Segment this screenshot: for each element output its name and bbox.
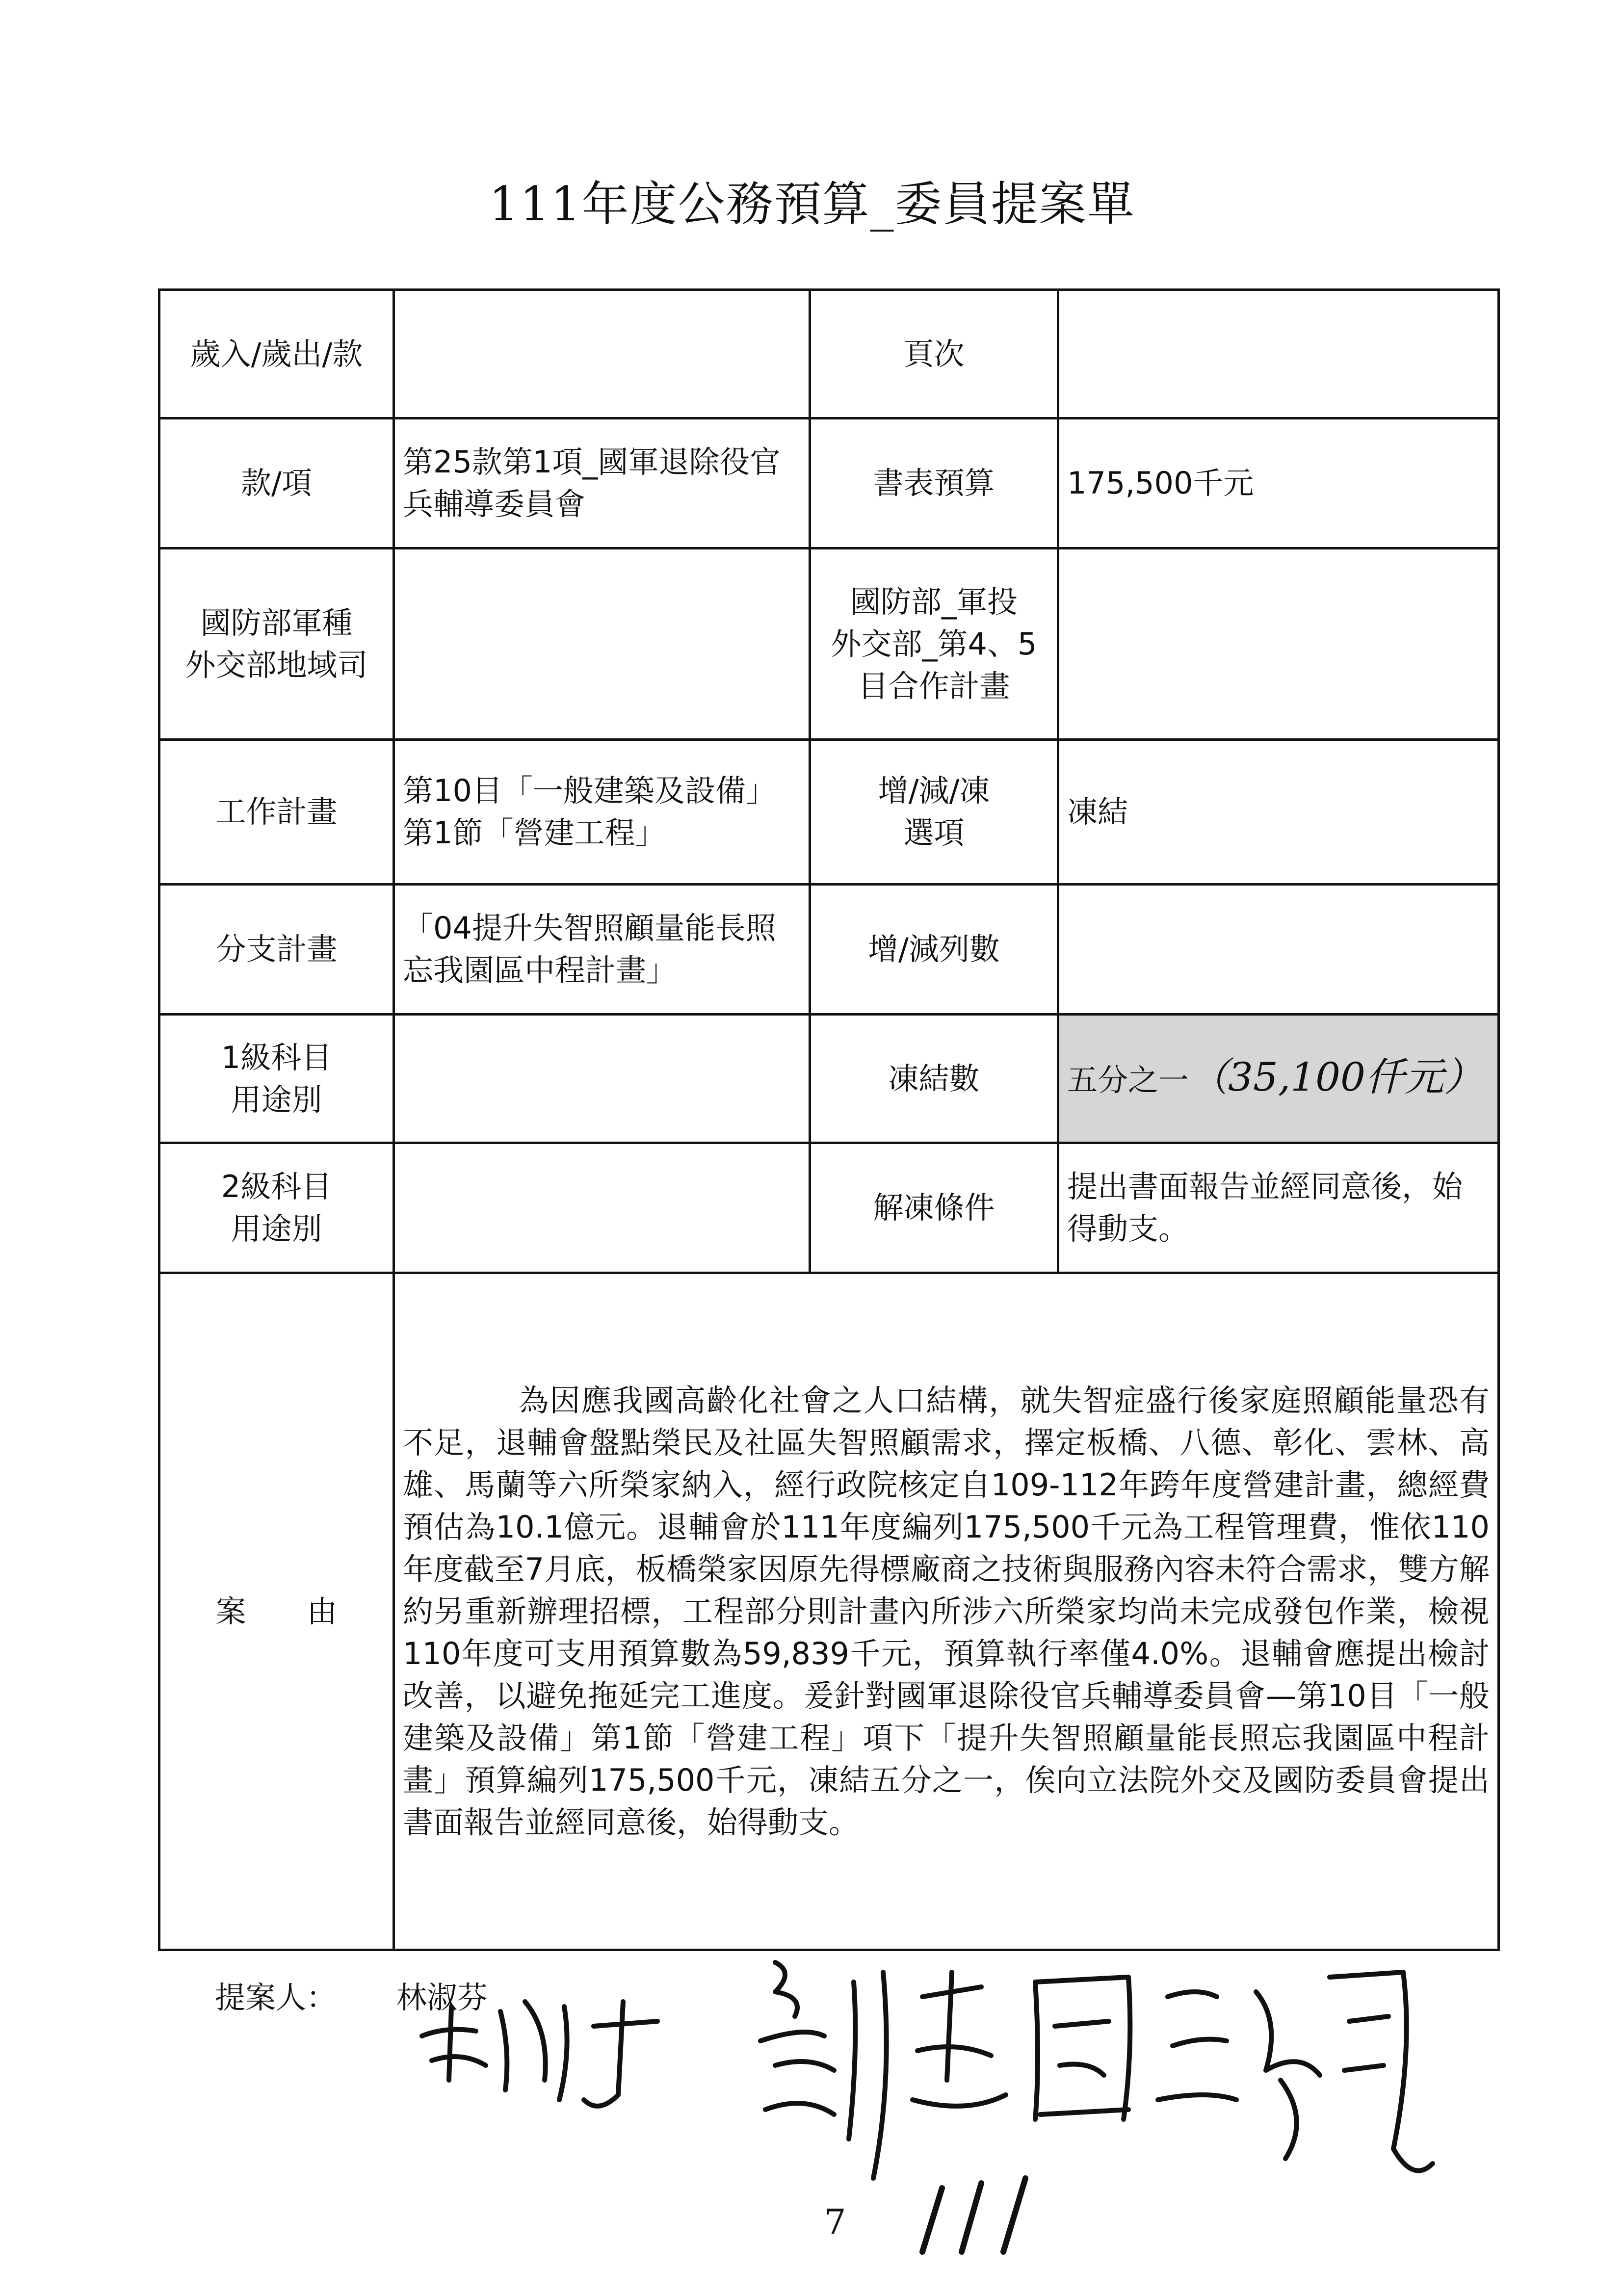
proposer-label: 提案人： bbox=[215, 1980, 337, 2015]
proposer-name: 林淑芬 bbox=[396, 1980, 488, 2015]
label-adjustment-amount: 增/減列數 bbox=[810, 885, 1058, 1015]
label-level2-account-line1: 2級科目 bbox=[221, 1169, 332, 1204]
value-work-plan bbox=[394, 740, 810, 885]
label-cooperation-plan-line3: 目合作計畫 bbox=[858, 668, 1010, 704]
label-category-item: 款/項 bbox=[159, 418, 394, 548]
signature-lin-shufen bbox=[422, 2002, 657, 2106]
value-page-number bbox=[1058, 290, 1499, 418]
value-level2-account bbox=[394, 1143, 810, 1273]
label-level1-account bbox=[159, 1015, 394, 1143]
form-row-7 bbox=[159, 1143, 1499, 1273]
form-row-4 bbox=[159, 740, 1499, 885]
label-level1-account-line2: 用途別 bbox=[231, 1081, 322, 1118]
label-unfreeze-condition: 解凍條件 bbox=[810, 1143, 1058, 1273]
value-revenue-expense-category bbox=[394, 290, 810, 418]
label-level1-account-line1: 1級科目 bbox=[221, 1039, 332, 1075]
label-cooperation-plan-line2: 外交部_第4、5 bbox=[831, 626, 1037, 662]
form-row-3 bbox=[159, 548, 1499, 740]
label-freeze-amount: 凍結數 bbox=[810, 1015, 1058, 1143]
label-adjustment-option bbox=[810, 740, 1058, 885]
value-adjustment-option: 凍結 bbox=[1058, 740, 1499, 885]
value-unfreeze-condition: 提出書面報告並經同意後，始得動支。 bbox=[1058, 1143, 1499, 1273]
label-work-plan: 工作計畫 bbox=[159, 740, 394, 885]
form-row-1 bbox=[159, 290, 1499, 418]
value-work-plan-line1: 第10目「一般建築及設備」 bbox=[403, 773, 776, 809]
value-level1-account bbox=[394, 1015, 810, 1143]
freeze-amount-handwritten: （35,100仟元） bbox=[1189, 1054, 1483, 1100]
value-branch-plan bbox=[394, 885, 810, 1015]
form-row-2 bbox=[159, 418, 1499, 548]
value-freeze-amount bbox=[1058, 1015, 1499, 1143]
reason-text: 為因應我國高齡化社會之人口結構，就失智症盛行後家庭照顧能量恐有不足，退輔會盤點榮民及社區失智照顧需求，擇定板橋、八德、彰化、雲林、高雄、馬蘭等六所榮家納入，經行政院核定自109-112年跨年度營建計畫，總經費預估為10.1億元。退輔會於111年度編列175,500千元為工程管理費，惟依110年度截至7月底，板橋榮家因原先得標廠商之技術與服務內容未符合需求，雙方解約另重新辦理招標，工程部分則計畫內所涉六所榮家均尚未完成發包作業，檢視110年度可支用預算數為59,839千元，預算執行率僅4.0%。退輔會應提出檢討改善，以避免拖延完工進度。爰針對國軍退除役官兵輔導委員會—第10目「一般建築及設備」第1節「營建工程」項下「提升失智照顧量能長照忘我園區中程計畫」預算編列175,500千元，凍結五分之一，俟向立法院外交及國防委員會提出書面報告並經同意後，始得動支。 bbox=[394, 1273, 1499, 1950]
signature-wang-wanyu bbox=[1158, 1972, 1433, 2171]
value-cooperation-plan bbox=[1058, 548, 1499, 740]
label-cooperation-plan bbox=[810, 548, 1058, 740]
label-ministry-division-line2: 外交部地域司 bbox=[185, 647, 368, 683]
value-adjustment-amount bbox=[1058, 885, 1499, 1015]
handwritten-page-mark bbox=[908, 2168, 1045, 2267]
label-adjustment-option-line2: 選項 bbox=[903, 815, 965, 851]
value-category-item: 第25款第1項_國軍退除役官兵輔導委員會 bbox=[394, 418, 810, 548]
label-ministry-division-line1: 國防部軍種 bbox=[200, 604, 353, 641]
value-branch-plan-line1: 「04提升失智照顧量能長照 bbox=[403, 910, 776, 946]
page-number: 7 bbox=[824, 2202, 846, 2242]
label-statement-budget: 書表預算 bbox=[810, 418, 1058, 548]
freeze-amount-printed: 五分之一 bbox=[1067, 1062, 1189, 1098]
value-work-plan-line2: 第1節「營建工程」 bbox=[403, 815, 666, 851]
form-row-6 bbox=[159, 1015, 1499, 1143]
signature-liu-jianguo bbox=[760, 1962, 1130, 2178]
label-level2-account-line2: 用途別 bbox=[231, 1211, 322, 1247]
form-row-5 bbox=[159, 885, 1499, 1015]
form-row-8 bbox=[159, 1273, 1499, 1950]
label-cooperation-plan-line1: 國防部_軍投 bbox=[850, 583, 1018, 620]
value-ministry-division bbox=[394, 548, 810, 740]
label-adjustment-option-line1: 增/減/凍 bbox=[878, 773, 990, 809]
label-ministry-division bbox=[159, 548, 394, 740]
label-page-number: 頁次 bbox=[810, 290, 1058, 418]
label-revenue-expense-category: 歲入/歲出/款 bbox=[159, 290, 394, 418]
value-branch-plan-line2: 忘我園區中程計畫」 bbox=[403, 952, 677, 988]
proposal-form-table bbox=[158, 288, 1500, 1951]
label-branch-plan: 分支計畫 bbox=[159, 885, 394, 1015]
page-title: 111年度公務預算_委員提案單 bbox=[489, 177, 1135, 232]
value-statement-budget: 175,500千元 bbox=[1058, 418, 1499, 548]
label-reason: 案 由 bbox=[159, 1273, 394, 1950]
label-level2-account bbox=[159, 1143, 394, 1273]
